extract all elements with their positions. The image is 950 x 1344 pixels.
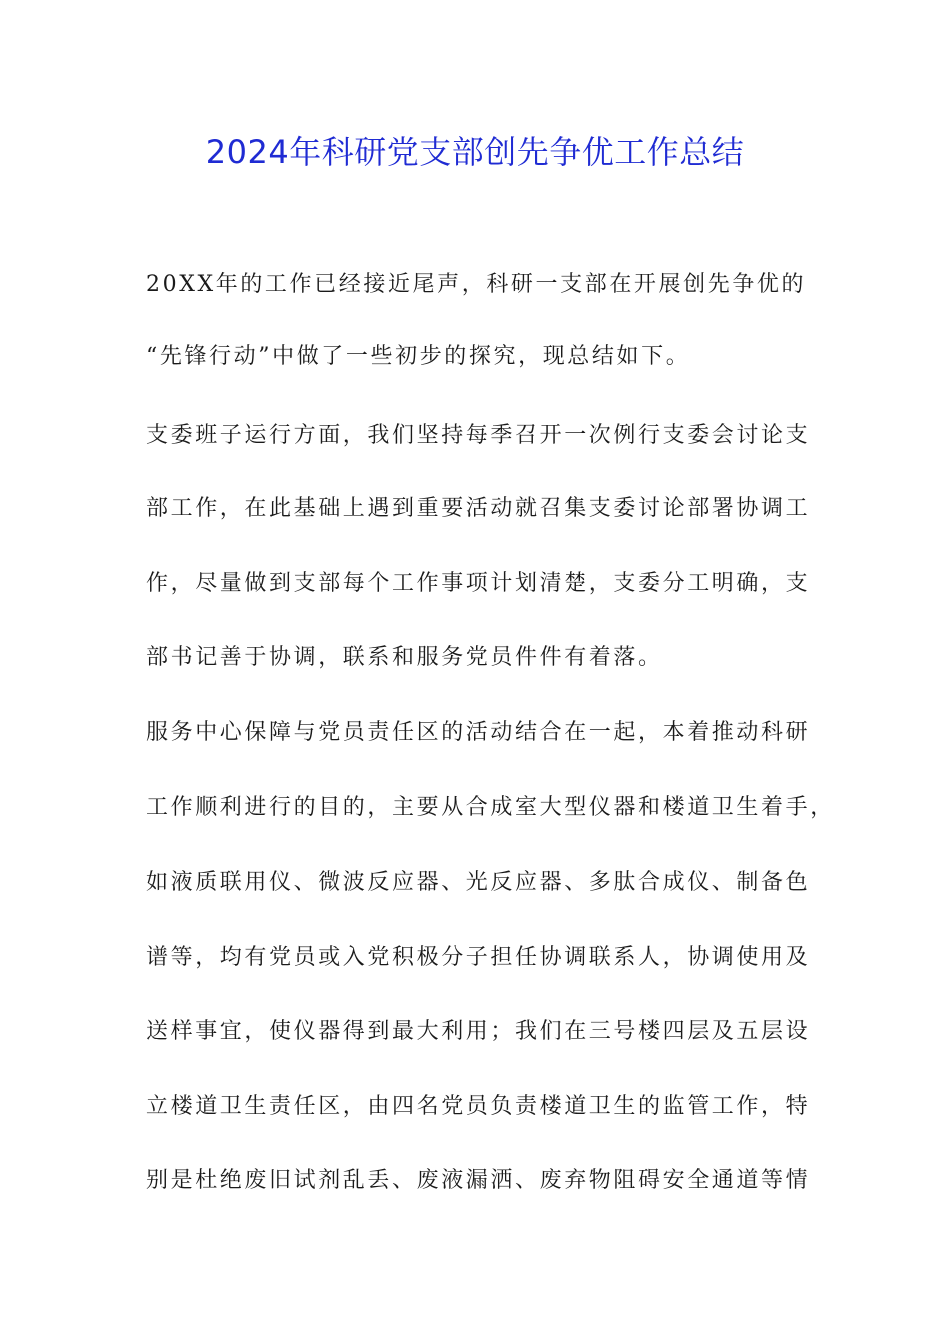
body-line-3: 支委班子运行方面，我们坚持每季召开一次例行支委会讨论支 (146, 423, 811, 448)
body-line-1: 20XX年的工作已经接近尾声，科研一支部在开展创先争优的 (146, 272, 807, 297)
body-line-2: “先锋行动”中做了一些初步的探究，现总结如下。 (146, 344, 691, 369)
body-line-6: 部书记善于协调，联系和服务党员件件有着落。 (146, 645, 663, 670)
body-line-8: 工作顺利进行的目的，主要从合成室大型仪器和楼道卫生着手， (146, 795, 835, 820)
body-line-13: 别是杜绝废旧试剂乱丢、废液漏洒、废弃物阻碍安全通道等情 (146, 1168, 811, 1193)
body-line-10: 谱等，均有党员或入党积极分子担任协调联系人，协调使用及 (146, 945, 811, 970)
body-line-7: 服务中心保障与党员责任区的活动结合在一起，本着推动科研 (146, 720, 811, 745)
document-title: 2024年科研党支部创先争优工作总结 (205, 133, 745, 171)
body-line-9: 如液质联用仪、微波反应器、光反应器、多肽合成仪、制备色 (146, 870, 811, 895)
body-line-12: 立楼道卫生责任区，由四名党员负责楼道卫生的监管工作，特 (146, 1094, 811, 1119)
body-line-5: 作，尽量做到支部每个工作事项计划清楚，支委分工明确，支 (146, 571, 811, 596)
body-line-11: 送样事宜，使仪器得到最大利用；我们在三号楼四层及五层设 (146, 1019, 811, 1044)
body-line-4: 部工作，在此基础上遇到重要活动就召集支委讨论部署协调工 (146, 496, 811, 521)
